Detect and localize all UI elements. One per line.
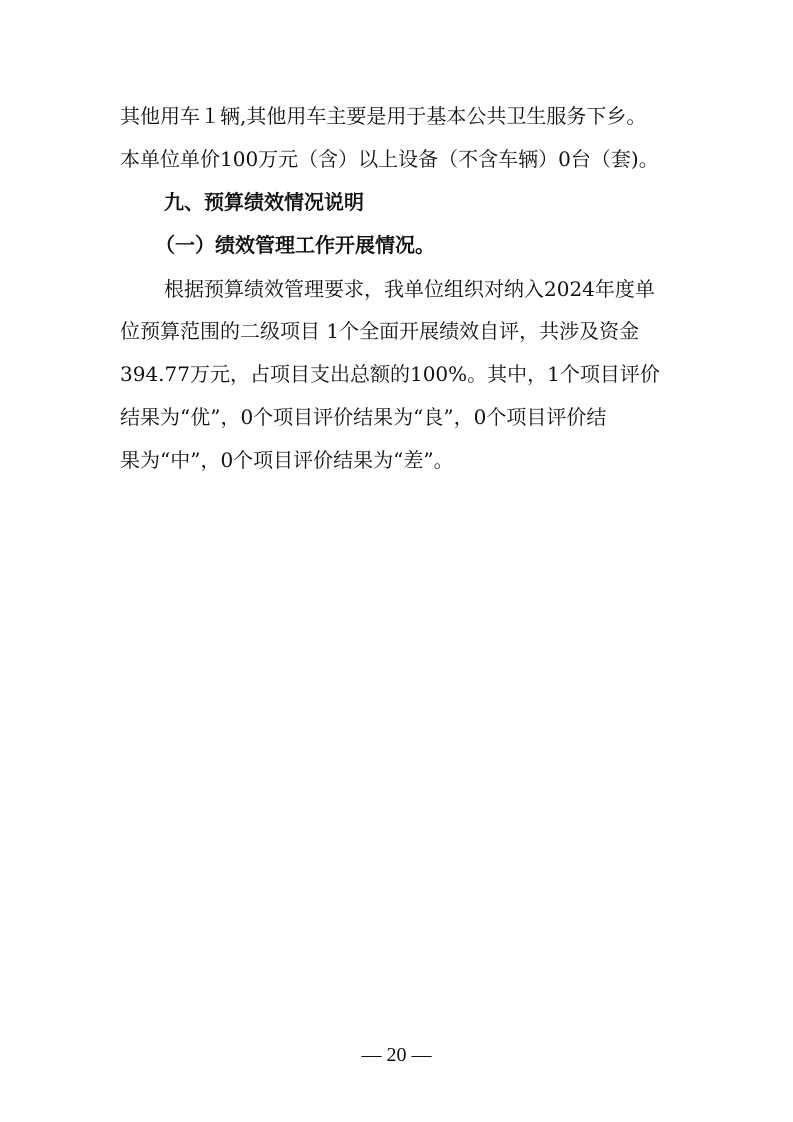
paragraph-line-2: 本单位单价100万元（含）以上设备（不含车辆）0台（套)。	[120, 147, 659, 171]
page-number: — 20 —	[361, 1044, 432, 1066]
subsection-heading: （一）绩效管理工作开展情况。	[155, 233, 435, 257]
paragraph-line-3: 根据预算绩效管理要求，我单位组织对纳入2024年度单	[164, 277, 655, 301]
paragraph-line-4: 位预算范围的二级项目 1个全面开展绩效自评，共涉及资金	[120, 319, 640, 343]
paragraph-line-1: 其他用车１辆,其他用车主要是用于基本公共卫生服务下乡。	[120, 104, 647, 128]
section-heading: 九、预算绩效情况说明	[164, 190, 364, 214]
paragraph-line-6: 结果为“优”，0个项目评价结果为“良”，0个项目评价结	[120, 405, 607, 429]
paragraph-line-7: 果为“中”，0个项目评价结果为“差”。	[120, 448, 454, 472]
paragraph-line-5: 394.77万元，占项目支出总额的100%。其中，1个项目评价	[120, 362, 660, 386]
